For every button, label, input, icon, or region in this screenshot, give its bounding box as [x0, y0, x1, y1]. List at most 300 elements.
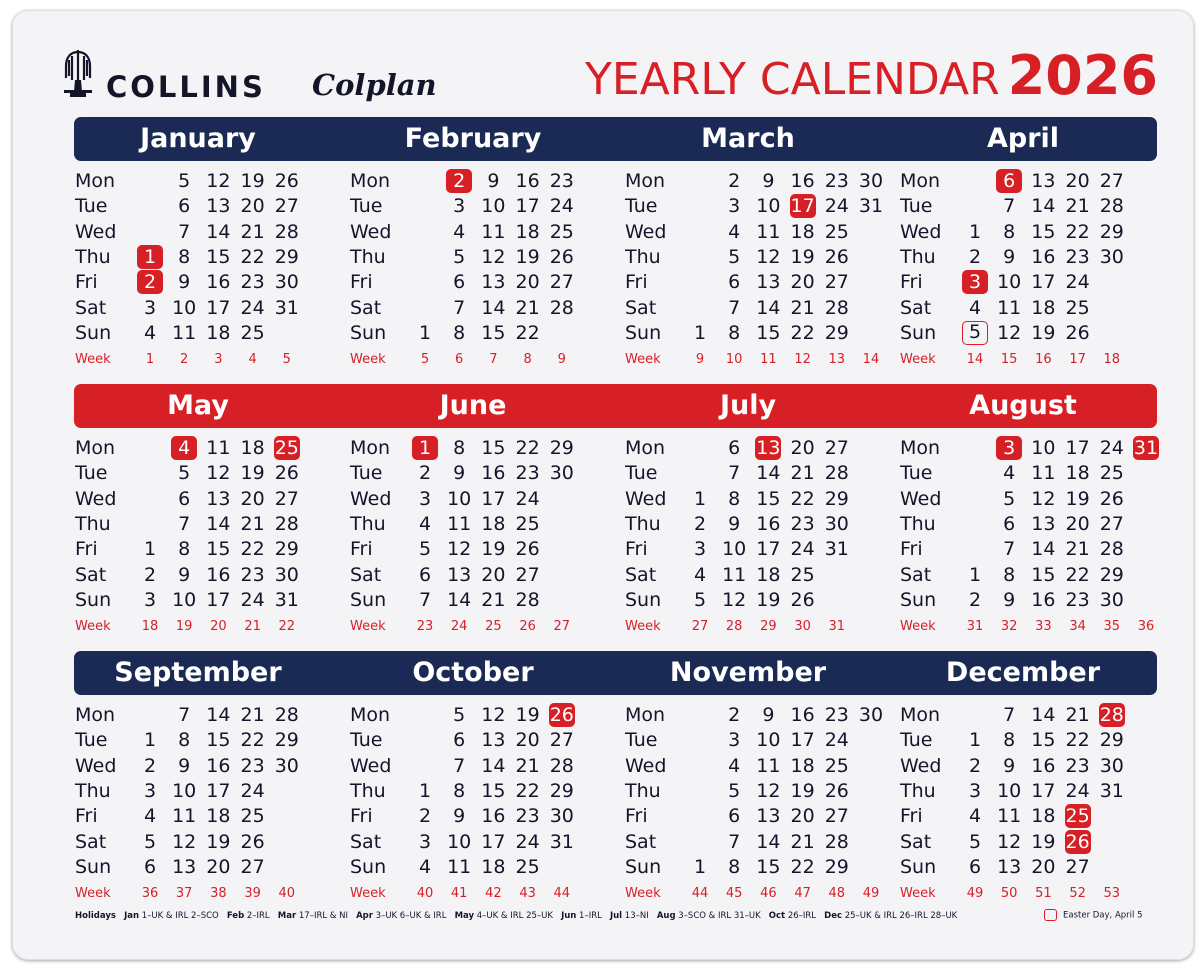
week-number: 38	[210, 886, 227, 902]
date-cell: 24	[1065, 779, 1090, 802]
date-cell: 17	[481, 487, 506, 510]
date-cell: 13	[481, 729, 506, 752]
date-cell: 24	[790, 538, 815, 561]
date-cell: 11	[756, 754, 781, 777]
date-cell: 17	[515, 195, 540, 218]
weekday-label: Fri	[900, 538, 923, 561]
title-text: YEARLY CALENDAR	[584, 54, 1000, 105]
week-number: 42	[485, 886, 502, 902]
weekday-label: Mon	[625, 170, 666, 192]
weekday-label: Sun	[625, 321, 662, 344]
date-cell: 2	[968, 245, 982, 268]
week-label: Week	[625, 886, 661, 902]
date-cell: 14	[447, 588, 472, 611]
date-cell: 20	[1065, 512, 1090, 535]
date-cell: 16	[515, 170, 540, 192]
holiday-detail: 1–UK & IRL 2–SCO	[139, 911, 227, 921]
date-cell: 9	[1003, 754, 1016, 777]
weekday-label: Tue	[350, 462, 383, 485]
weekday-label: Sat	[900, 296, 932, 319]
week-number: 7	[489, 352, 498, 368]
date-cell: 14	[1031, 538, 1056, 561]
date-cell: 23	[1065, 754, 1090, 777]
week-number: 43	[519, 886, 536, 902]
date-cell: 29	[274, 245, 299, 268]
week-number: 24	[450, 619, 468, 635]
date-cell: 11	[172, 321, 197, 344]
holiday-date: 28	[1099, 704, 1124, 726]
weekday-label: Sun	[350, 321, 387, 344]
week-number: 12	[794, 352, 811, 368]
date-cell: 26	[1099, 487, 1124, 510]
month-name-november: November	[669, 657, 827, 688]
date-cell: 7	[178, 512, 191, 535]
date-cell: 14	[206, 704, 231, 726]
date-cell: 20	[481, 563, 506, 586]
weekday-label: Wed	[900, 220, 942, 243]
week-number: 53	[1103, 886, 1121, 902]
date-cell: 17	[481, 830, 506, 853]
weekday-label: Fri	[350, 805, 373, 828]
weekday-label: Fri	[625, 538, 648, 561]
date-cell: 23	[240, 271, 265, 294]
weekday-label: Tue	[900, 195, 933, 218]
date-cell: 19	[481, 538, 506, 561]
weekday-label: Fri	[75, 271, 98, 294]
date-cell: 19	[756, 588, 781, 611]
date-cell: 19	[1031, 830, 1056, 853]
holiday-detail: 2–IRL	[244, 911, 278, 921]
date-cell: 12	[172, 830, 197, 853]
date-cell: 12	[481, 245, 506, 268]
holiday-date: 6	[996, 169, 1022, 193]
date-cell: 6	[453, 729, 466, 752]
date-cell: 19	[790, 245, 815, 268]
date-cell: 29	[549, 437, 574, 459]
date-cell: 31	[1099, 779, 1124, 802]
date-cell: 22	[1065, 729, 1090, 752]
week-number: 18	[1103, 352, 1121, 368]
date-cell: 20	[790, 271, 815, 294]
date-cell: 3	[693, 538, 707, 561]
date-cell: 13	[1031, 170, 1056, 192]
date-cell: 7	[728, 462, 741, 485]
week-number-row	[900, 619, 1175, 635]
date-cell: 15	[481, 779, 506, 802]
date-cell: 28	[824, 462, 849, 485]
date-cell: 8	[1003, 220, 1016, 243]
date-cell: 20	[240, 487, 265, 510]
holiday-detail: 4–UK & IRL 25–UK	[474, 911, 562, 921]
date-cell: 25	[549, 220, 574, 243]
weekday-label: Thu	[900, 245, 936, 268]
date-cell: 8	[453, 437, 466, 459]
week-label: Week	[350, 619, 386, 635]
date-cell: 8	[178, 729, 191, 752]
date-cell: 2	[693, 512, 707, 535]
weekday-label: Sun	[900, 588, 937, 611]
date-cell: 3	[728, 195, 741, 218]
date-cell: 5	[178, 462, 191, 485]
holiday-month: Aug	[656, 911, 676, 921]
date-cell: 10	[997, 271, 1022, 294]
week-number: 44	[553, 886, 571, 902]
holiday-date: 1	[137, 245, 163, 269]
date-cell: 15	[1031, 729, 1056, 752]
date-cell: 24	[1099, 437, 1124, 459]
week-number-row	[900, 352, 1175, 368]
week-number: 13	[828, 352, 846, 368]
date-cell: 25	[824, 220, 849, 243]
date-cell: 17	[1031, 779, 1056, 802]
date-cell: 9	[487, 170, 500, 192]
date-cell: 5	[418, 538, 432, 561]
date-cell: 6	[968, 855, 982, 878]
weekday-label: Tue	[900, 729, 933, 752]
week-number: 46	[760, 886, 777, 902]
date-cell: 10	[481, 195, 506, 218]
date-cell: 24	[515, 487, 540, 510]
date-cell: 30	[858, 704, 884, 726]
date-cell: 19	[206, 830, 231, 853]
date-cell: 28	[274, 704, 299, 726]
week-number: 5	[282, 352, 291, 368]
date-cell: 9	[453, 462, 466, 485]
weekday-label: Fri	[75, 805, 98, 828]
date-cell: 19	[1065, 487, 1090, 510]
date-cell: 10	[447, 487, 472, 510]
week-number: 45	[725, 886, 743, 902]
week-label: Week	[75, 886, 111, 902]
date-cell: 10	[722, 538, 747, 561]
date-cell: 2	[968, 588, 982, 611]
date-cell: 18	[206, 805, 231, 828]
weekday-label: Wed	[625, 487, 667, 510]
week-number: 14	[862, 352, 880, 368]
date-cell: 7	[728, 296, 741, 319]
holiday-month: Apr	[356, 911, 373, 921]
date-cell: 13	[447, 563, 472, 586]
holiday-month: Dec	[824, 911, 843, 921]
date-cell: 5	[453, 704, 466, 726]
date-cell: 12	[997, 830, 1022, 853]
date-cell: 29	[1099, 563, 1124, 586]
date-cell: 11	[756, 220, 781, 243]
date-cell: 12	[447, 538, 472, 561]
date-cell: 5	[453, 245, 466, 268]
date-cell: 26	[1065, 321, 1090, 344]
holiday-detail: 17–IRL & NI	[296, 911, 357, 921]
weekday-label: Wed	[900, 754, 942, 777]
holiday-month: Jun	[561, 911, 577, 921]
week-number: 14	[966, 352, 984, 368]
date-cell: 14	[1031, 704, 1056, 726]
brand-name: COLLINS	[106, 70, 266, 104]
holiday-date: 2	[137, 270, 163, 294]
date-cell: 12	[481, 704, 506, 726]
holiday-date: 3	[996, 436, 1022, 460]
date-cell: 22	[240, 538, 265, 561]
date-cell: 10	[756, 729, 781, 752]
date-cell: 9	[1003, 245, 1016, 268]
weekday-label: Sun	[625, 855, 662, 878]
date-cell: 6	[418, 563, 432, 586]
week-number: 19	[175, 619, 193, 635]
date-cell: 8	[178, 538, 191, 561]
weekday-label: Wed	[625, 754, 667, 777]
date-cell: 16	[790, 704, 815, 726]
week-number: 47	[794, 886, 811, 902]
month-name-october: October	[412, 657, 534, 688]
date-cell: 20	[515, 271, 540, 294]
date-cell: 25	[515, 512, 540, 535]
date-cell: 4	[143, 321, 157, 344]
date-cell: 30	[549, 462, 574, 485]
weekday-label: Sat	[75, 830, 107, 853]
date-cell: 27	[274, 195, 299, 218]
week-number: 50	[1000, 886, 1018, 902]
date-cell: 1	[693, 487, 707, 510]
month-name-august: August	[969, 390, 1077, 421]
weekday-label: Thu	[75, 512, 111, 535]
date-cell: 21	[481, 588, 506, 611]
date-cell: 14	[756, 462, 781, 485]
holiday-detail: 3–UK 6–UK & IRL	[372, 911, 455, 921]
date-cell: 9	[762, 704, 775, 726]
week-number-row	[350, 619, 625, 635]
date-cell: 16	[756, 512, 781, 535]
page-title	[585, 44, 1158, 107]
week-number: 9	[695, 352, 705, 368]
date-cell: 18	[481, 855, 506, 878]
week-number: 16	[1035, 352, 1052, 368]
week-number: 27	[691, 619, 709, 635]
date-cell: 8	[728, 321, 741, 344]
date-cell: 2	[143, 563, 157, 586]
holiday-detail: 13–NI	[622, 911, 657, 921]
date-cell: 28	[824, 296, 849, 319]
date-cell: 16	[206, 754, 231, 777]
holiday-date: 1	[412, 436, 438, 460]
date-cell: 27	[1099, 170, 1124, 192]
date-cell: 23	[240, 563, 265, 586]
date-cell: 4	[453, 220, 466, 243]
week-number: 3	[214, 352, 223, 368]
weekday-label: Thu	[350, 245, 386, 268]
date-cell: 3	[418, 830, 432, 853]
date-cell: 15	[206, 729, 231, 752]
date-cell: 28	[549, 296, 574, 319]
weekday-label: Sat	[900, 563, 932, 586]
weekday-label: Sun	[350, 588, 387, 611]
weekday-label: Mon	[625, 437, 666, 459]
week-number: 32	[1000, 619, 1018, 635]
weekday-label: Thu	[900, 512, 936, 535]
date-cell: 8	[453, 321, 466, 344]
date-cell: 1	[968, 563, 982, 586]
date-cell: 1	[968, 729, 982, 752]
date-cell: 15	[756, 855, 781, 878]
weekday-label: Tue	[625, 462, 658, 485]
weekday-label: Fri	[625, 271, 648, 294]
date-cell: 9	[178, 563, 191, 586]
week-number: 41	[450, 886, 468, 902]
date-cell: 20	[790, 437, 815, 459]
holiday-detail: 3–SCO & IRL 31–UK	[675, 911, 769, 921]
week-number-row	[900, 886, 1175, 902]
date-cell: 1	[693, 855, 707, 878]
weekday-label: Sat	[350, 563, 382, 586]
date-cell: 1	[143, 538, 157, 561]
date-cell: 30	[1099, 588, 1124, 611]
week-number-row	[75, 619, 350, 635]
weekday-label: Fri	[625, 805, 648, 828]
date-cell: 22	[790, 855, 815, 878]
date-cell: 2	[418, 462, 432, 485]
week-number-row	[625, 352, 900, 368]
weekday-label: Sun	[625, 588, 662, 611]
date-cell: 14	[481, 296, 506, 319]
date-cell: 15	[481, 437, 506, 459]
date-cell: 24	[1065, 271, 1090, 294]
holidays-footnote	[75, 911, 965, 921]
date-cell: 31	[858, 195, 884, 218]
holiday-date: 17	[790, 195, 815, 218]
date-cell: 2	[143, 754, 157, 777]
weekday-label: Wed	[75, 754, 117, 777]
holiday-date: 4	[171, 436, 197, 460]
date-cell: 14	[756, 830, 781, 853]
date-cell: 15	[1031, 563, 1056, 586]
date-cell: 20	[1031, 855, 1056, 878]
weekday-label: Thu	[75, 245, 111, 268]
week-number: 51	[1035, 886, 1052, 902]
date-cell: 27	[274, 487, 299, 510]
date-cell: 30	[274, 271, 299, 294]
week-number: 31	[828, 619, 846, 635]
date-cell: 12	[756, 245, 781, 268]
week-number: 33	[1035, 619, 1052, 635]
date-cell: 30	[858, 170, 884, 192]
date-cell: 11	[997, 805, 1022, 828]
date-cell: 5	[728, 245, 741, 268]
date-cell: 8	[1003, 729, 1016, 752]
date-cell: 17	[790, 729, 815, 752]
date-cell: 25	[1065, 296, 1090, 319]
weekday-label: Sat	[75, 563, 107, 586]
weekday-label: Sat	[625, 563, 657, 586]
date-cell: 21	[790, 830, 815, 853]
week-number: 8	[523, 352, 532, 368]
date-cell: 10	[172, 779, 197, 802]
date-cell: 28	[274, 512, 299, 535]
date-cell: 21	[1065, 195, 1090, 218]
date-cell: 1	[418, 779, 432, 802]
header	[60, 44, 1160, 114]
holiday-month: May	[454, 911, 475, 921]
weekday-label: Sat	[350, 296, 382, 319]
date-cell: 30	[1099, 754, 1124, 777]
weekday-label: Mon	[350, 437, 391, 459]
week-label: Week	[350, 886, 386, 902]
date-cell: 23	[515, 462, 540, 485]
date-cell: 3	[143, 588, 157, 611]
date-cell: 22	[240, 729, 265, 752]
week-number-row	[75, 352, 350, 368]
week-number-row	[350, 352, 625, 368]
weekday-label: Fri	[350, 271, 373, 294]
date-cell: 6	[178, 195, 191, 218]
date-cell: 17	[756, 538, 781, 561]
date-cell: 10	[447, 830, 472, 853]
month-name-june: June	[439, 390, 507, 421]
weekday-label: Sat	[900, 830, 932, 853]
date-cell: 4	[968, 805, 982, 828]
date-cell: 24	[549, 195, 574, 218]
week-number: 1	[145, 352, 155, 368]
date-cell: 4	[418, 855, 432, 878]
holiday-date: 3	[962, 270, 988, 294]
date-cell: 28	[1099, 538, 1124, 561]
date-cell: 22	[515, 437, 540, 459]
date-cell: 31	[274, 296, 299, 319]
date-cell: 31	[274, 588, 299, 611]
weekday-label: Mon	[75, 170, 116, 192]
date-cell: 10	[172, 588, 197, 611]
weekday-label: Sun	[350, 855, 387, 878]
date-cell: 22	[1065, 563, 1090, 586]
date-cell: 4	[728, 220, 741, 243]
date-cell: 26	[274, 170, 299, 192]
date-cell: 21	[1065, 704, 1090, 726]
date-cell: 1	[143, 729, 157, 752]
weekday-label: Tue	[75, 729, 108, 752]
date-cell: 13	[206, 195, 231, 218]
date-cell: 9	[178, 754, 191, 777]
date-cell: 1	[693, 321, 707, 344]
week-number-row	[625, 619, 900, 635]
week-number: 29	[760, 619, 777, 635]
weekday-label: Mon	[900, 170, 941, 192]
date-cell: 22	[790, 321, 815, 344]
holiday-month: Oct	[768, 911, 786, 921]
weekday-label: Thu	[625, 779, 661, 802]
week-label: Week	[625, 352, 661, 368]
holiday-date: 25	[274, 437, 299, 459]
date-cell: 23	[824, 704, 849, 726]
date-cell: 25	[1099, 462, 1124, 485]
holiday-date: 26	[549, 704, 574, 726]
date-cell: 24	[240, 588, 265, 611]
week-number: 20	[210, 619, 227, 635]
weekday-label: Mon	[900, 704, 941, 726]
holiday-detail: 1–IRL	[576, 911, 610, 921]
date-cell: 10	[172, 296, 197, 319]
date-cell: 21	[790, 462, 815, 485]
date-cell: 30	[824, 512, 849, 535]
date-cell: 9	[1003, 588, 1016, 611]
date-cell: 7	[1003, 195, 1016, 218]
date-cell: 20	[515, 729, 540, 752]
weekday-label: Sun	[75, 855, 112, 878]
date-cell: 3	[143, 779, 157, 802]
date-cell: 22	[515, 779, 540, 802]
week-number: 49	[966, 886, 984, 902]
date-cell: 18	[240, 437, 265, 459]
holiday-date: 13	[756, 437, 781, 459]
week-number: 11	[760, 352, 777, 368]
date-cell: 25	[515, 855, 540, 878]
